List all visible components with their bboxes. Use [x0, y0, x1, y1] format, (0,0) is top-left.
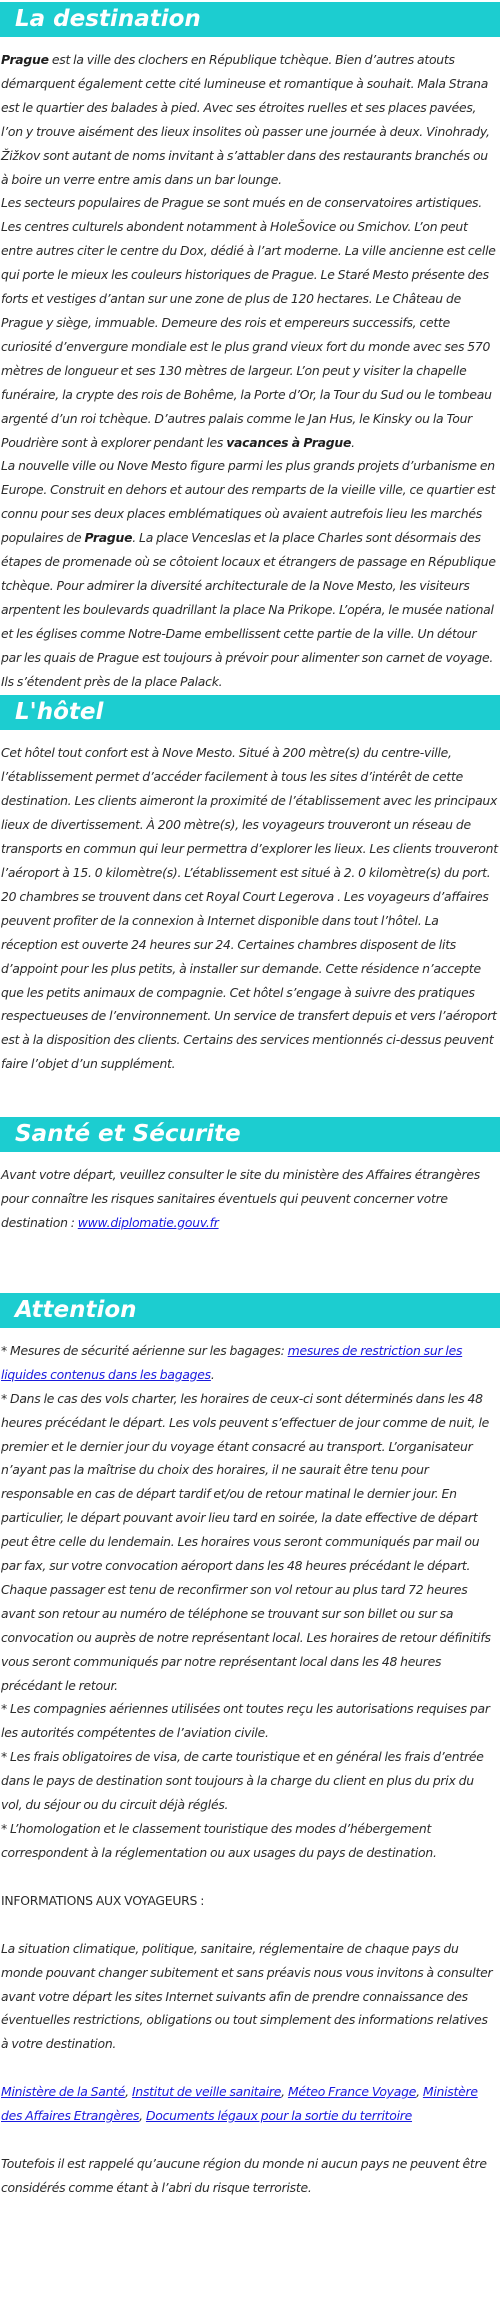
hotel-section — [0, 695, 500, 1076]
final-paragraph: Toutefois il est rappelé qu’aucune région du monde ni aucun pays ne peuvent être considérés comme étant à l’abri du risque terroriste. — [1, 2156, 487, 2195]
bagages-link[interactable]: mesures de restriction sur les liquides contenus dans les bagages — [1, 1342, 463, 1382]
link-documents-legaux[interactable]: Documents légaux pour la sortie du territoire — [145, 2108, 413, 2124]
destination-p3-end: . La place Venceslas et la place Charles sont désormais des étapes de promenade où se côtoient locaux et étrangers de passage en République tchèque. Pour admirer la diversité architecturale de la Nove Mesto, les visiteurs arpentent les boulevards quadrillant la place Na Prikope. L’opéra, le musée national et les églises comme Notre-Dame embellissent cette partie de la ville. Un détour par les quais de Prague est toujours à prévoir pour alimenter son carnet de voyage. Ils s’étendent près de la place Palack. — [1, 530, 496, 689]
diplomatie-link[interactable]: www.diplomatie.gouv.fr — [77, 1214, 219, 1230]
bagages-suffix: . — [210, 1366, 215, 1382]
destination-p2-end: . — [351, 434, 355, 450]
fees-text: * Les frais obligatoires de visa, de carte touristique et en général les frais d’entrée dans le pays de destination sont toujours à la charge du client en plus du prix du vol, du séjour ou du circuit déjà réglés. — [1, 1749, 484, 1813]
spacer — [0, 2056, 500, 2080]
hotel-paragraph: Cet hôtel tout confort est à Nove Mesto. Situé à 200 mètre(s) du centre-ville, l’établissement permet d’accéder facilement à tous les sites d’intérêt de cette destination. Les clients aimeront la proximité de l’établissement avec les principaux lieux de divertissement. À 200 mètre(s), les voyageurs trouveront un réseau de transports en commun qui leur permettra d’explorer les lieux. Les clients trouveront l’aéroport à 15. 0 kilomètre(s). L’établissement est situé à 2. 0 kilomètre(s) du port. 20 chambres se trouvent dans cet Royal Court Legerova . Les voyageurs d’affaires peuvent profiter de la connexion à Internet disponible dans tout l’hôtel. La réception est ouverte 24 heures sur 24. Certaines chambres disposent de lits d’appoint pour les plus petits, à installer sur demande. Cette résidence n’accepte que les petits animaux de compagnie. Cet hôtel s’engage à suivre des pratiques respectueuses de l’environnement. Un service de transfert depuis et vers l’aéroport est à la disposition des clients. Certains des services mentionnés ci-dessus peuvent faire l’objet d’un supplément. — [1, 745, 498, 1072]
hotel-title: L'hôtel — [0, 695, 500, 730]
destination-paragraph — [0, 48, 500, 693]
spacer — [0, 1865, 500, 1889]
destination-p3-bold: Prague — [84, 530, 133, 546]
destination-p2-text: Les secteurs populaires de Prague se sont mués en de conservatoires artistiques. Les centres culturels abondent notamment à HoleŠovice ou Smichov. L’on peut entre autres citer le centre du Dox, dédié à l’art moderne. La ville ancienne est celle qui porte le mieux les couleurs historiques de Prague. Le Staré Mesto présente des forts et vestiges d’antan sur une zone de plus de 120 hectares. Le Château de Prague y siège, immuable. Demeure des rois et empereurs successifs, cette curiosité d’envergure mondiale est le plus grand vieux fort du monde avec ses 570 mètres de longueur et ses 130 mètres de largeur. L’on peut y visiter la chapelle funéraire, la crypte des rois de Bohême, la Porte d’Or, la Tour du Sud ou le tombeau argenté d’un roi tchèque. D’autres palais comme le Jan Hus, le Kinsky ou la Tour Poudrière sont à explorer pendant les — [1, 195, 496, 450]
link-separator: , — [416, 2084, 423, 2100]
sante-paragraph — [0, 1163, 500, 1235]
info-title: INFORMATIONS AUX VOYAGEURS : — [1, 1892, 205, 1908]
link-meteo[interactable]: Méteo France Voyage — [287, 2084, 417, 2100]
link-separator: , — [139, 2108, 146, 2124]
sante-text: Avant votre départ, veuillez consulter le site du ministère des Affaires étrangères pour connaître les risques sanitaires éventuels qui peuvent concerner votre destination : — [1, 1167, 480, 1230]
destination-p1-text: est la ville des clochers en République tchèque. Bien d’autres atouts démarquent également cette cité lumineuse et romantique à souhait. Mala Strana est le quartier des balades à pied. Avec ses étroites ruelles et ses places pavées, l’on y trouve aisément des lieux insolites où passer une journée à deux. Vinohrady, Žižkov sont autant de noms invitant à s’attabler dans des restaurants branchés ou à boire un verre entre amis dans un bar lounge. — [1, 52, 490, 187]
link-separator: , — [125, 2084, 132, 2100]
info-links — [0, 2080, 500, 2128]
spacer — [0, 2128, 500, 2152]
attention-section — [0, 1293, 500, 2200]
link-sante[interactable]: Ministère de la Santé — [1, 2084, 126, 2100]
info-paragraph: La situation climatique, politique, sanitaire, réglementaire de chaque pays du monde pouvant changer subitement et sans préavis nous vous invitons à consulter avant votre départ les sites Internet suivants afin de prendre connaissance des éventuelles restrictions, obligations ou tout simplement des informations relatives à votre destination. — [1, 1940, 493, 2052]
sante-title: Santé et Sécurite — [0, 1117, 500, 1152]
link-affaires-etrangeres[interactable]: Ministère des Affaires Etrangères — [1, 2084, 478, 2124]
bagages-prefix: * Mesures de sécurité aérienne sur les bagages: — [1, 1342, 288, 1358]
sante-section — [0, 1117, 500, 1235]
link-veille-sanitaire[interactable]: Institut de veille sanitaire — [131, 2084, 282, 2100]
destination-city: Prague — [1, 52, 49, 67]
charter-text: * Dans le cas des vols charter, les horaires de ceux-ci sont déterminés dans les 48 heures précédant le départ. Les vols peuvent s’effectuer de jour comme de nuit, le premier et le dernier jour du voyage étant consacré au transport. L’organisateur n’ayant pas la maîtrise du choix des horaires, il ne saurait être tenu pour responsable en cas de départ tardif et/ou de retour matinal le dernier jour. En particulier, le départ pouvant avoir lieu tard en soirée, la date effective de départ peut être celle du lendemain. Les horaires vous seront communiqués par mail ou par fax, sur votre convocation aéroport dans les 48 heures précédant le départ. Chaque passager est tenu de reconfirmer son vol retour au plus tard 72 heures avant son retour au numéro de téléphone se trouvant sur son billet ou sur sa convocation ou auprès de notre représentant local. Les horaires de retour définitifs vous seront communiqués par notre représentant local dans les 48 heures précédant le retour. — [1, 1390, 491, 1693]
spacer — [0, 1913, 500, 1937]
page — [0, 2, 500, 2200]
link-separator: , — [281, 2084, 288, 2100]
destination-title: La destination — [0, 2, 500, 37]
companies-text: * Les compagnies aériennes utilisées ont toutes reçu les autorisations requises par les autorités compétentes de l’aviation civile. — [1, 1701, 490, 1741]
attention-title: Attention — [0, 1293, 500, 1328]
homologation-text: * L’homologation et le classement touristique des modes d’hébergement correspondent à la réglementation ou aux usages du pays de destination. — [1, 1821, 437, 1860]
destination-p2-bold: vacances à Prague — [226, 434, 352, 450]
destination-section — [0, 2, 500, 693]
destination-p3-text: La nouvelle ville ou Nove Mesto figure parmi les plus grands projets d’urbanisme en Europe. Construit en dehors et autour des remparts de la vieille ville, ce quartier est connu pour ses deux places emblématiques où avaient autrefois lieu les marchés populaires de — [1, 458, 496, 546]
attention-paragraph — [0, 1339, 500, 1865]
